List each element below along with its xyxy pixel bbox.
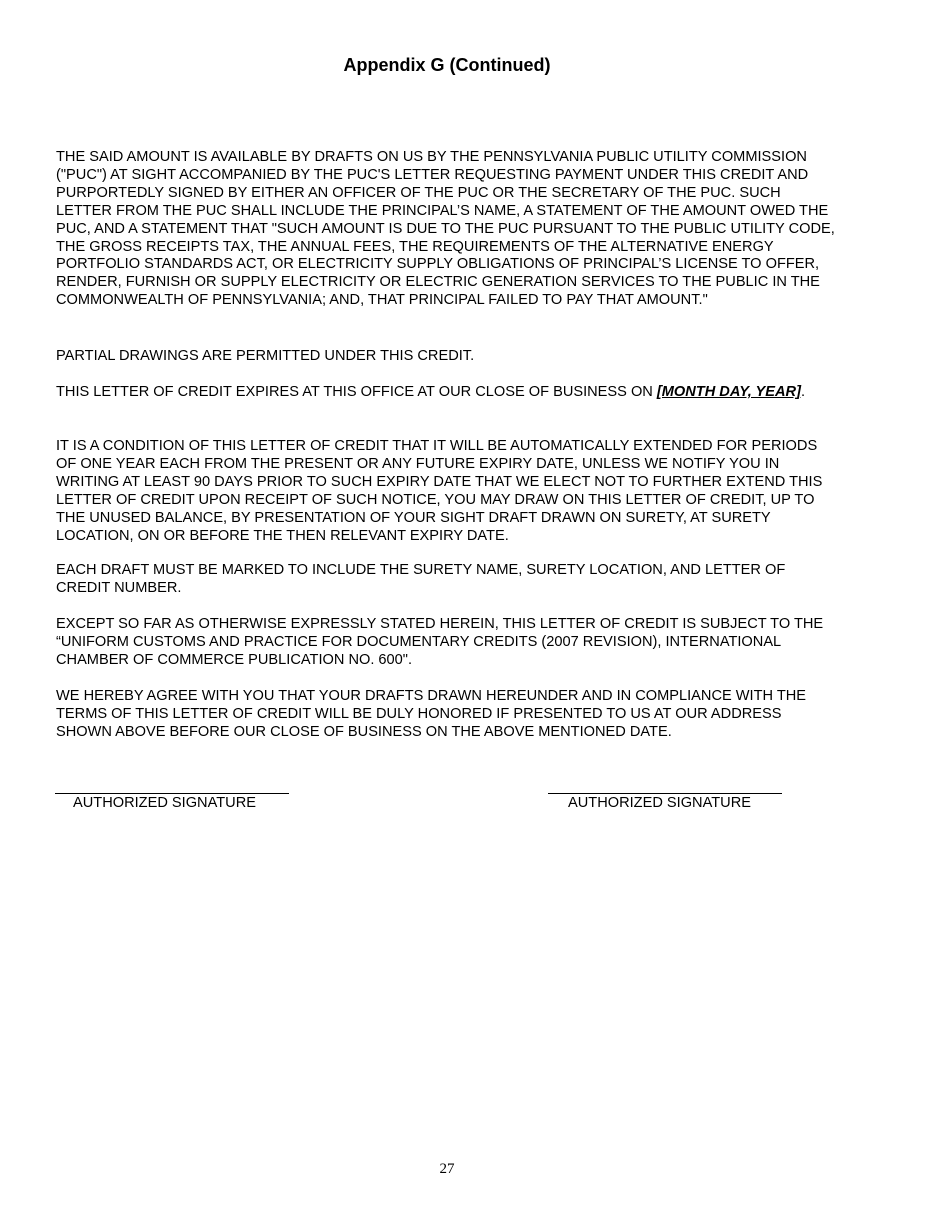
- expiry-text: THIS LETTER OF CREDIT EXPIRES AT THIS OFFICE AT OUR CLOSE OF BUSINESS ON: [56, 384, 657, 400]
- right-signature-line: [548, 793, 782, 794]
- left-signature-line: [55, 793, 289, 794]
- page-number: 27: [439, 1161, 455, 1177]
- paragraph-extension: IT IS A CONDITION OF THIS LETTER OF CREDIT THAT IT WILL BE AUTOMATICALLY EXTENDED FOR PERIODS OF ONE YEAR EACH FROM THE PRESENT OR ANY FUTURE EXPIRY DATE, UNLESS WE NOTIFY YOU IN WRITING AT LEAST 90 DAYS PRIOR TO SUCH EXPIRY DATE THAT WE ELECT NOT TO FURTHER EXTEND THIS LETTER OF CREDIT UPON RECEIPT OF SUCH NOTICE, YOU MAY DRAW ON THIS LETTER OF CREDIT, UP TO THE UNUSED BALANCE, BY PRESENTATION OF YOUR SIGHT DRAFT DRAWN ON SURETY, AT SURETY LOCATION, ON OR BEFORE THE THEN RELEVANT EXPIRY DATE.: [56, 438, 823, 544]
- expiry-period: .: [800, 384, 806, 400]
- paragraph-drafts: THE SAID AMOUNT IS AVAILABLE BY DRAFTS ON US BY THE PENNSYLVANIA PUBLIC UTILITY COMMISSION ("PUC") AT SIGHT ACCOMPANIED BY THE PUC'S LETTER REQUESTING PAYMENT UNDER THIS CREDIT AND PURPORTEDLY SIGNED BY EITHER AN OFFICER OF THE PUC OR THE SECRETARY OF THE PUC. SUCH LETTER FROM THE PUC SHALL INCLUDE THE PRINCIPAL’S NAME, A STATEMENT OF THE AMOUNT OWED THE PUC, AND A STATEMENT THAT "SUCH AMOUNT IS DUE TO THE PUC PURSUANT TO THE PUBLIC UTILITY CODE, THE GROSS RECEIPTS TAX, THE ANNUAL FEES, THE REQUIREMENTS OF THE ALTERNATIVE ENERGY PORTFOLIO STANDARDS ACT, OR ELECTRICITY SUPPLY OBLIGATIONS OF PRINCIPAL’S LICENSE TO OFFER, RENDER, FURNISH OR SUPPLY ELECTRICITY OR ELECTRIC GENERATION SERVICES TO THE PUBLIC IN THE COMMONWEALTH OF PENNSYLVANIA; AND, THAT PRINCIPAL FAILED TO PAY THAT AMOUNT.": [56, 149, 835, 309]
- paragraph-expiry: [56, 384, 840, 402]
- page-title: Appendix G (Continued): [343, 55, 551, 75]
- right-signature-label: AUTHORIZED SIGNATURE: [568, 795, 751, 811]
- expiry-date-placeholder: [MONTH DAY, YEAR]: [656, 384, 801, 400]
- paragraph-marking: EACH DRAFT MUST BE MARKED TO INCLUDE THE SURETY NAME, SURETY LOCATION, AND LETTER OF CREDIT NUMBER.: [56, 562, 786, 596]
- paragraph-customs: EXCEPT SO FAR AS OTHERWISE EXPRESSLY STATED HEREIN, THIS LETTER OF CREDIT IS SUBJECT TO THE “UNIFORM CUSTOMS AND PRACTICE FOR DOCUMENTARY CREDITS (2007 REVISION), INTERNATIONAL CHAMBER OF COMMERCE PUBLICATION NO. 600".: [56, 616, 824, 668]
- paragraph-agreement: WE HEREBY AGREE WITH YOU THAT YOUR DRAFTS DRAWN HEREUNDER AND IN COMPLIANCE WITH THE TERMS OF THIS LETTER OF CREDIT WILL BE DULY HONORED IF PRESENTED TO US AT OUR ADDRESS SHOWN ABOVE BEFORE OUR CLOSE OF BUSINESS ON THE ABOVE MENTIONED DATE.: [56, 688, 807, 740]
- paragraph-partial-drawings: PARTIAL DRAWINGS ARE PERMITTED UNDER THIS CREDIT.: [56, 348, 475, 364]
- left-signature-label: AUTHORIZED SIGNATURE: [73, 795, 256, 811]
